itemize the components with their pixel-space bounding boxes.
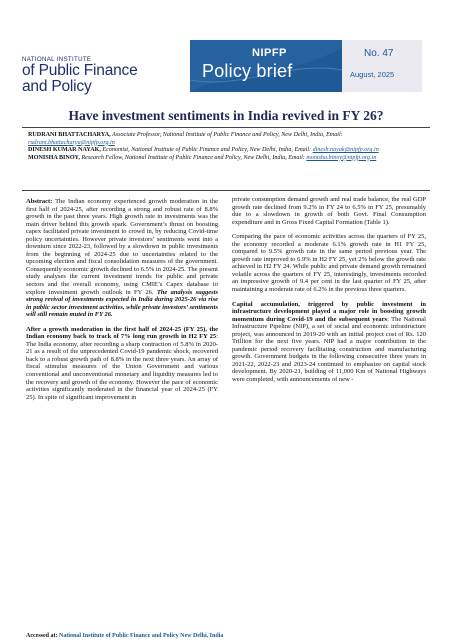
nipfp-logo[interactable]: [22, 56, 172, 95]
abstract-paragraph: [26, 198, 218, 319]
policy-brief-badge: [190, 40, 342, 92]
author-role: Economist, National Institute of Public Finance and Policy, New Delhi, India, Email:: [100, 147, 313, 153]
footer-org-link[interactable]: National Institute of Public Finance and Policy New Delhi, India: [59, 633, 224, 639]
author-list: [28, 132, 428, 162]
logo-small-text: NATIONAL INSTITUTE: [22, 56, 92, 63]
body-paragraph: Comparing the pace of economic activities across the quarters of FY 25, the economy recorded a moderate 6.1% growth rate in H1 FY 25, compared to 9.5% growth rate in the same period previous year. The growth rate improved to 6.9% in H2 FY 25, yet 2% below the growth rate achieved in H2 FY 24. While public and private demand growth remained volatile across the quarters of FY 25, interestingly, investments recorded an impressive growth of 9.4 per cent in the last quarter of FY 25, after maintaining a moderate rate of 6.2% in the previous three quarters.: [232, 233, 426, 294]
author-email-link[interactable]: rudrani.bhattacharya@nipfp.org.in: [28, 139, 115, 146]
author-name: RUDRANI BHATTACHARYA,: [28, 132, 111, 138]
author-role: Research Fellow, National Institute of Public Finance and Policy, New Delhi, India, Email:: [79, 154, 307, 161]
author-email-link[interactable]: monisha.binoy@nipfp.org.in: [306, 154, 377, 161]
header: [0, 0, 452, 102]
logo-line-2: and Policy: [22, 78, 92, 95]
issue-date: August, 2025: [350, 70, 395, 79]
author-3: [28, 155, 428, 163]
section-lead: Capital accumulation, triggered by public investment in infrastructure development played a major role in boosting growth momentum during Covid-19 and the subsequent years: [232, 300, 426, 323]
author-role: Associate Professor, National Institute of Public Finance and Policy, New Delhi, India, Email:: [110, 132, 343, 138]
author-2: [28, 147, 428, 155]
page-title: Have investment sentiments in India revived in FY 26?: [68, 108, 384, 123]
author-email-link[interactable]: dinesh.nayak@nipfp.org.in: [312, 147, 379, 153]
badge-title: Policy brief: [202, 61, 293, 81]
section-lead: After a growth moderation in the first half of 2024-25 (FY 25), the Indian economy back to track of 7% long run growth in H2 FY 25: [26, 325, 218, 341]
left-column: [26, 198, 218, 408]
right-column: [232, 196, 426, 391]
logo-line-1: of Public Finance: [22, 62, 138, 79]
body-paragraph: [26, 326, 218, 401]
title-rule-top: [22, 127, 430, 128]
badge-brand: NIPFP: [252, 47, 287, 59]
issue-number: No. 47: [364, 48, 394, 59]
author-name: MONISHA BINOY,: [28, 154, 80, 161]
author-name: DINESH KUMAR NAYAK,: [28, 147, 101, 153]
abstract-text: The Indian economy experienced growth moderation in the first half of 2024-25, after recording a strong and robust rate of 8.8% growth in the past three years. High growth rate in investments was the main driver behind this growth spark. Government’s thrust on boosting capex facilitated private investment to crowd in, by reducing Covid-time policy uncertainties. However private investors’ sentiments went into a downturn since 2022-23, followed by a slowdown in public investments from the beginning of 2024-25 due to uncertainties related to the upcoming election and fiscal consolidation measures of the government. Consequently economic growth declined to 6.5% in 2024-25. The present study analyses the current investment trends for public and private sectors and the overall economy, using CMIE’s Capex database to explore investment growth outlook in FY 26.: [26, 198, 218, 296]
abstract-emphasis: The analysis suggests strong revival of investments expected in India during 2025-26 via rise in public sector investment activities, while private investors’ sentiments will still remain muted in FY 26.: [26, 288, 218, 319]
section-text: : The National Infrastructure Pipeline (NIP), a set of social and economic infrastructure project, was announced in 2019-20 with an initial project cost of Rs. 120 Trillion for the next five years. NIP had a major contribution in the pandemic period recovery facilitating construction and manufacturing growth. Government budgets in the following consecutive three years in 2021-22, 2022-23 and 2023-24 continued to emphasize on capital stock development. By 2020-21, building of 11,000 Km of National Highways were completed, with announcements of new -: [232, 315, 426, 384]
abstract-label: Abstract:: [26, 198, 53, 205]
body-paragraph: [232, 301, 426, 384]
body-paragraph: private consumption demand growth and real trade balance, the real GDP growth rate declined from 9.2% in FY 24 to 6.5% in FY 25, presumably due to a slowdown in growth of both Govt. Final Consumption expenditure and in Gross Fixed Capital Formation (Table 1).: [232, 196, 426, 226]
section-text: : The India economy, after recording a sharp contraction of 5.8% in 2020-21 as a result of the unprecedented Covid-19 pandemic shock, recovered back to a robust growth path of 8.8% in the next three years. An array of fiscal stimulus measures of the Union Government and various conventional and unconventional monetary and liquidity measures led to the recovery and growth of the economy. However the pace of economic activities significantly moderated in the financial year of 2024-25 (FY 25). In spite of significant improvement in: [26, 333, 218, 401]
footer-label: Accessed at:: [26, 633, 59, 639]
author-1: [28, 132, 428, 147]
issue-box: [342, 40, 422, 92]
authors-rule-bottom: [22, 190, 430, 191]
footer: [26, 633, 223, 639]
